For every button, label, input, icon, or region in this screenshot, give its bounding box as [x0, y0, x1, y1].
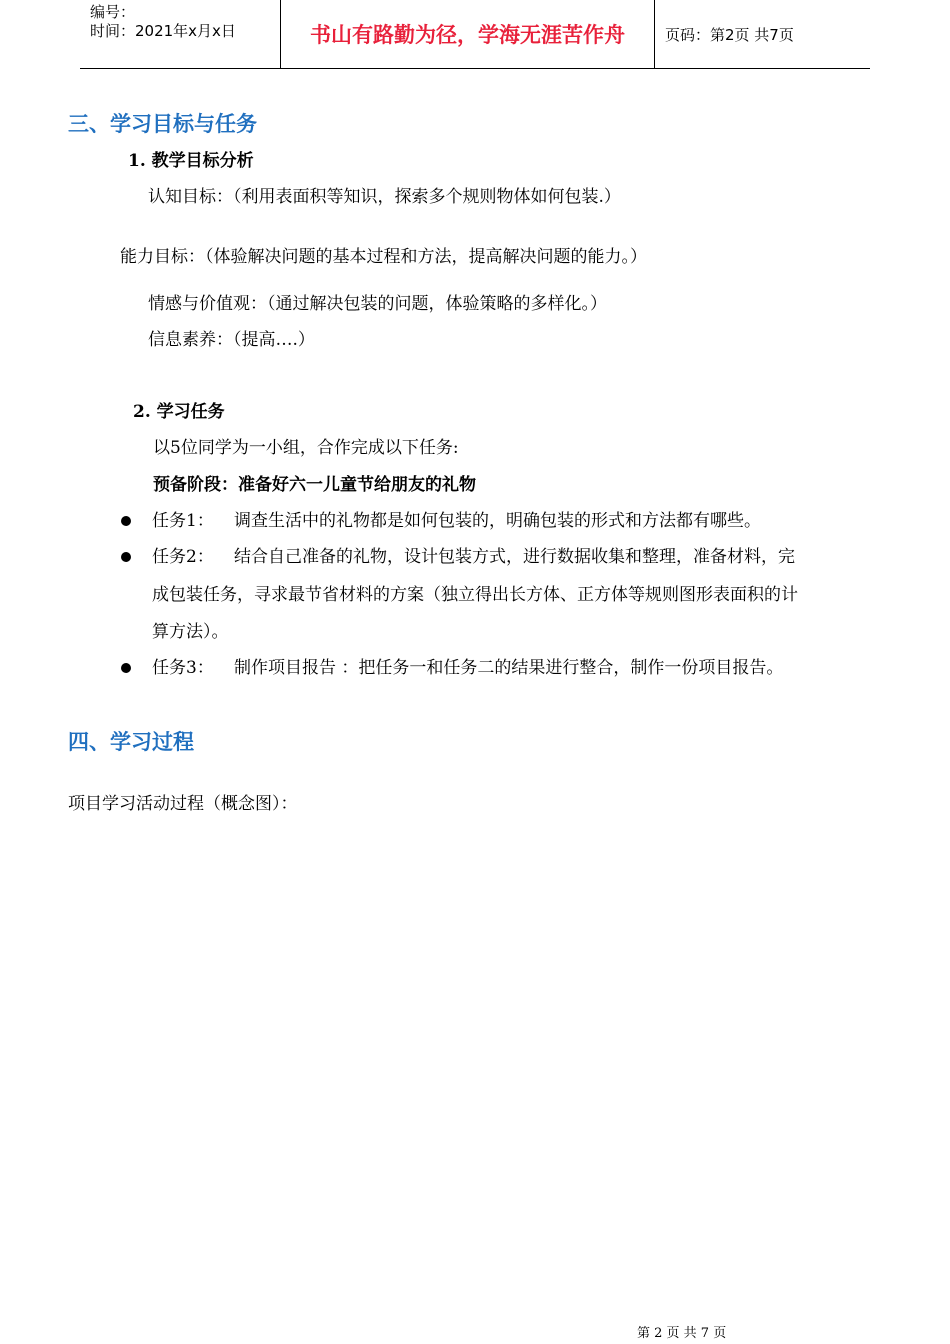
- ability-goal: 能力目标：（体验解决问题的基本过程和方法，提高解决问题的能力。）: [120, 247, 647, 267]
- header-page-cell: [655, 0, 870, 68]
- page-footer: 第 2 页 共 7 页: [637, 1326, 727, 1341]
- concept-map-label: 项目学习活动过程（概念图）：: [68, 794, 298, 814]
- task-item: [152, 510, 761, 532]
- prep-stage: 预备阶段：准备好六一儿童节给朋友的礼物: [153, 475, 476, 495]
- group-intro: 以5位同学为一小组，合作完成以下任务:: [153, 438, 459, 458]
- header-motto-cell: [281, 0, 655, 68]
- number-label: 编号：: [90, 3, 136, 21]
- bullet-icon: [121, 663, 131, 673]
- emotion-goal: 情感与价值观：（通过解决包装的问题，体验策略的多样化。）: [148, 294, 607, 314]
- task-label: 任务2：: [152, 547, 214, 567]
- cognitive-goal: 认知目标：（利用表面积等知识，探索多个规则物体如何包装.）: [148, 187, 621, 207]
- bullet-icon: [121, 552, 131, 562]
- task-text: 结合自己准备的礼物，设计包装方式，进行数据收集和整理，准备材料，完: [234, 547, 795, 567]
- bullet-icon: [121, 516, 131, 526]
- motto: 书山有路勤为径，学海无涯苦作舟: [310, 23, 625, 47]
- task-text: 调查生活中的礼物都是如何包装的，明确包装的形式和方法都有哪些。: [234, 511, 761, 531]
- sub1-title: 1. 教学目标分析: [128, 151, 254, 171]
- header-meta-cell: [80, 0, 281, 68]
- section4-title: 四、学习过程: [68, 730, 194, 754]
- page-header: [80, 0, 870, 69]
- task-text-continued: 成包装任务，寻求最节省材料的方案（独立得出长方体、正方体等规则图形表面积的计: [152, 585, 798, 605]
- section3-title: 三、学习目标与任务: [68, 112, 257, 136]
- task-item: [152, 546, 795, 568]
- task-text: 制作项目报告 ：把任务一和任务二的结果进行整合，制作一份项目报告。: [234, 658, 784, 678]
- task-text-continued: 算方法）。: [152, 622, 229, 642]
- sub2-title: 2. 学习任务: [133, 402, 225, 422]
- task-label: 任务3：: [152, 658, 214, 678]
- time-label: 时间：2021年x月x日: [90, 22, 236, 40]
- task-label: 任务1：: [152, 511, 214, 531]
- task-item: [152, 657, 783, 679]
- info-literacy-goal: 信息素养：（提高….）: [148, 330, 315, 350]
- page-info: 页码：第2页 共7页: [665, 26, 794, 44]
